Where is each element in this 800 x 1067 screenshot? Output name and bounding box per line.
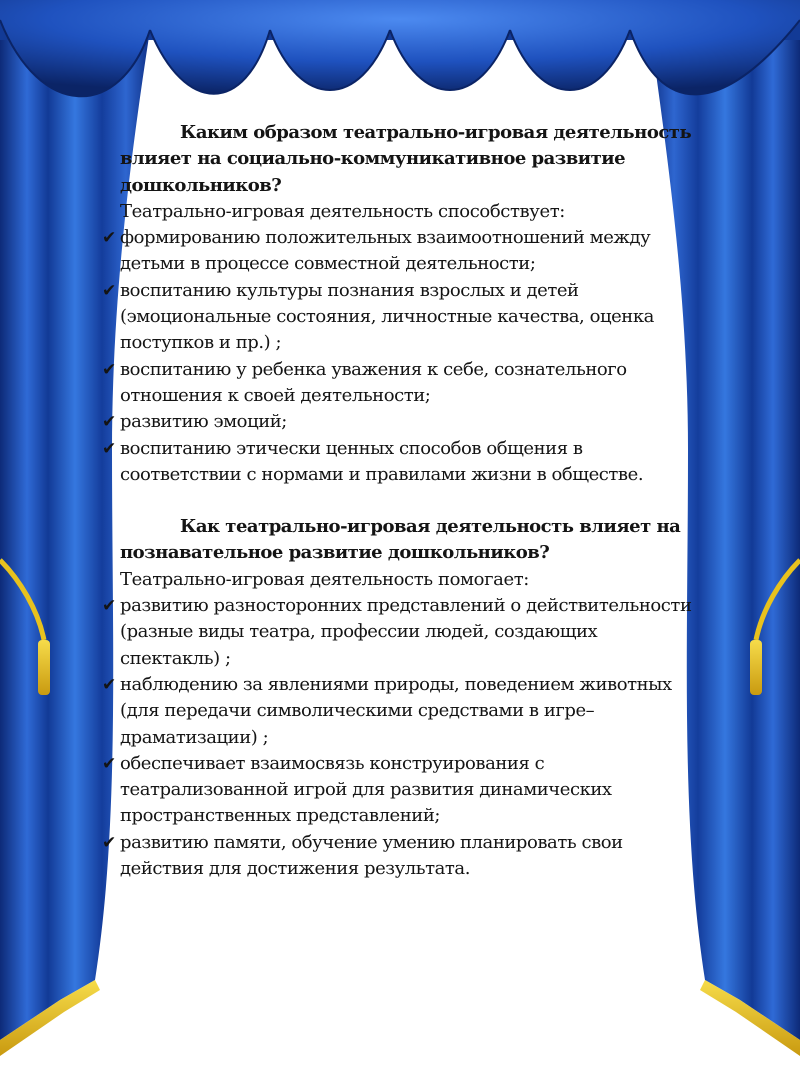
checkmark-icon: ✔ xyxy=(102,438,116,459)
checkmark-icon: ✔ xyxy=(102,228,116,249)
section1-list xyxy=(100,225,700,488)
list-item: ✔ воспитанию этически ценных способов общения в соответствии с нормами и правилами жизни в обществе. xyxy=(102,437,644,485)
list-item: ✔ воспитанию культуры познания взрослых и детей (эмоциональные состояния, личностные качества, оценка поступков и пр.) ; xyxy=(102,279,654,354)
list-item: ✔ воспитанию у ребенка уважения к себе, сознательного отношения к своей деятельности; xyxy=(102,358,627,406)
section2-title: Как театрально-игровая деятельность влияет на познавательное развитие дошкольников? xyxy=(120,516,681,564)
list-item: ✔ формированию положительных взаимоотношений между детьми в процессе совместной деятельности; xyxy=(102,227,651,275)
list-item: ✔ развитию разносторонних представлений о действительности (разные виды театра, профессии людей, создающих спектакль) ; xyxy=(102,595,692,669)
list-item: ✔ обеспечивает взаимосвязь конструирования с театрализованной игрой для развития динамических пространственных представлений; xyxy=(102,752,612,827)
list-item: ✔ наблюдению за явлениями природы, поведением животных (для передачи символическими средствами в игре–драматизации) ; xyxy=(102,673,672,748)
checkmark-icon: ✔ xyxy=(102,359,116,380)
checkmark-icon: ✔ xyxy=(102,753,116,774)
section1-intro: Театрально-игровая деятельность способствует: xyxy=(120,200,565,222)
list-item: ✔ развитию эмоций; xyxy=(100,409,700,435)
checkmark-icon: ✔ xyxy=(102,412,116,433)
section2-intro: Театрально-игровая деятельность помогает: xyxy=(120,568,529,590)
list-item: ✔ развитию памяти, обучение умению планировать свои действия для достижения результата. xyxy=(102,831,623,880)
checkmark-icon: ✔ xyxy=(102,280,116,301)
checkmark-icon: ✔ xyxy=(102,596,116,617)
section1-title: Каким образом театрально-игровая деятельность влияет на социально-коммуникативное развитие дошкольников? xyxy=(120,122,692,196)
checkmark-icon: ✔ xyxy=(102,674,116,695)
section2-list xyxy=(100,593,700,882)
text-panel xyxy=(100,120,700,882)
checkmark-icon: ✔ xyxy=(102,832,116,853)
